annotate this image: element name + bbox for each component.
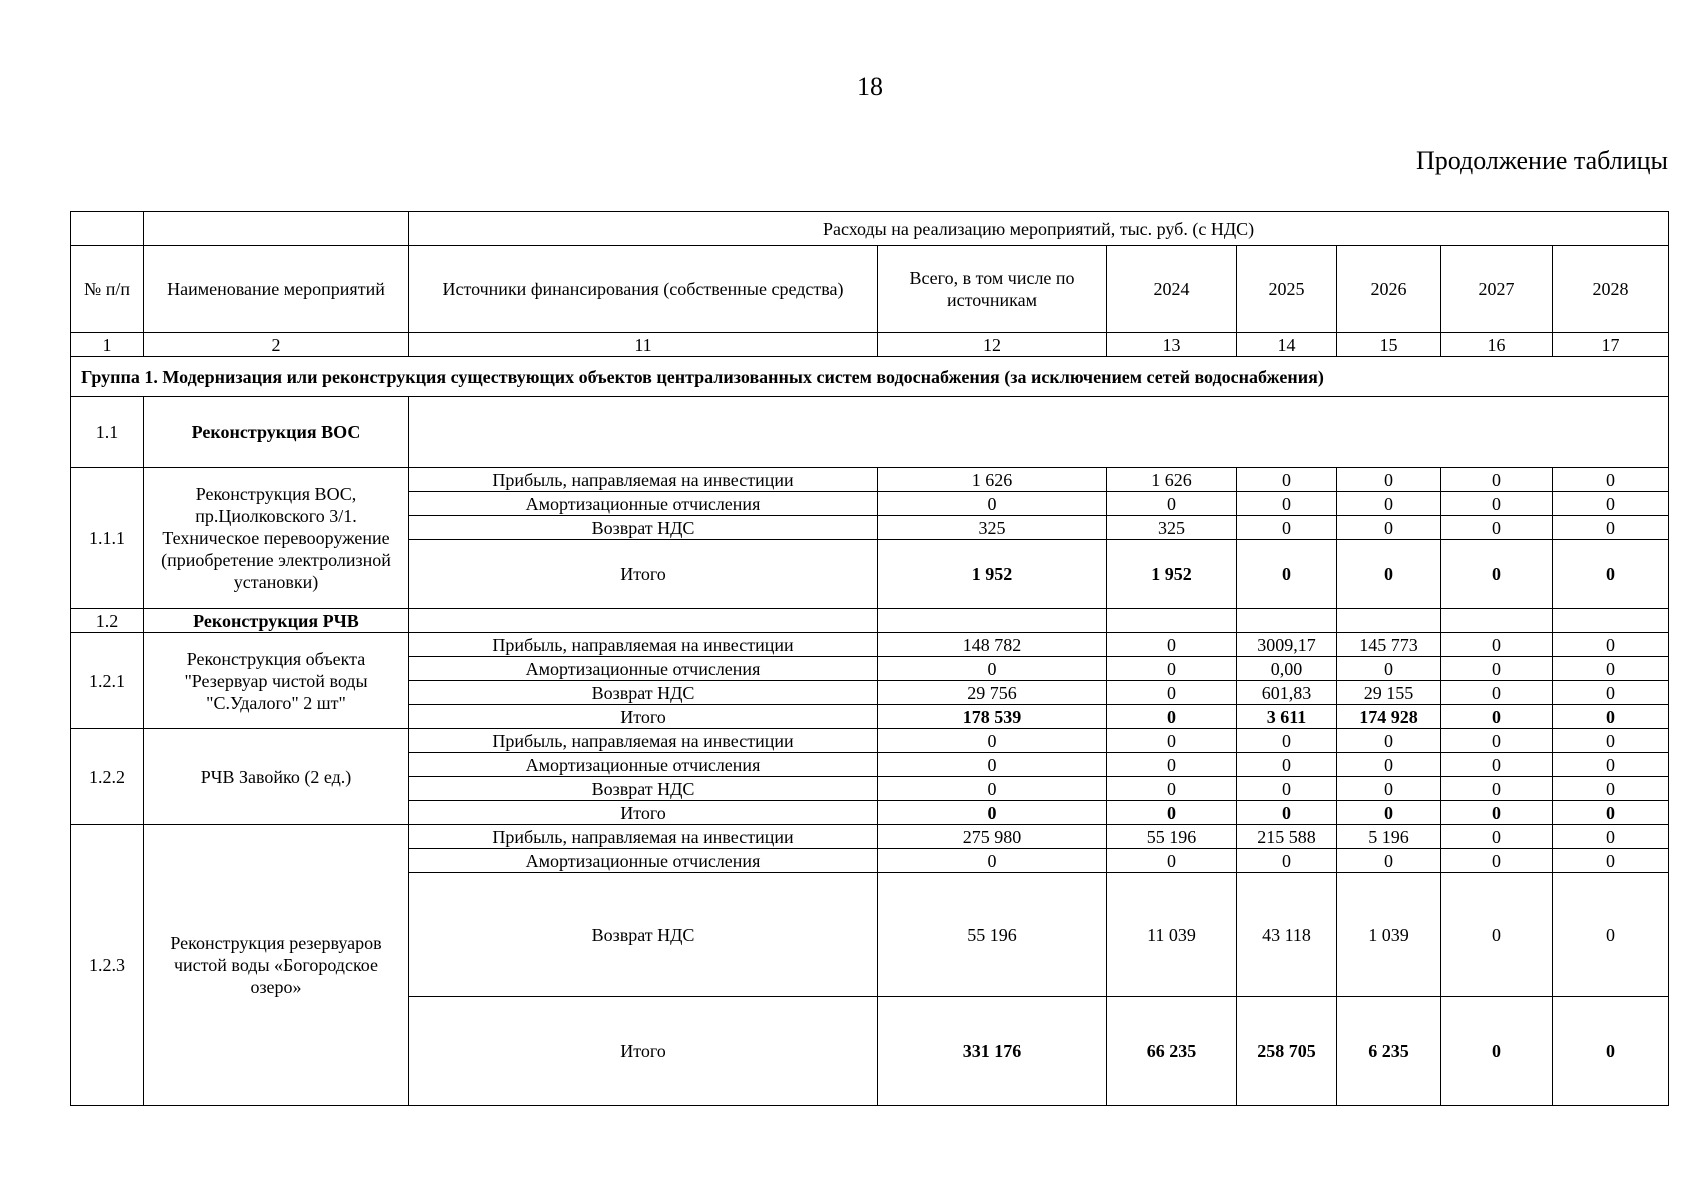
total-value-cell: 3 611 xyxy=(1237,705,1337,729)
value-cell: 0 xyxy=(1441,849,1553,873)
table-row xyxy=(71,633,1669,657)
empty-cell xyxy=(1237,609,1337,633)
section-row xyxy=(71,397,1669,468)
item-number: 1.2.2 xyxy=(71,729,144,825)
section-number: 1.2 xyxy=(71,609,144,633)
source-cell: Итого xyxy=(409,801,878,825)
value-cell: 55 196 xyxy=(1107,825,1237,849)
value-cell: 0 xyxy=(1337,468,1441,492)
year-column-header: 2026 xyxy=(1337,246,1441,333)
value-cell: 0 xyxy=(1337,492,1441,516)
continuation-label: Продолжение таблицы xyxy=(1416,146,1668,175)
empty-cell xyxy=(1553,609,1669,633)
header-empty-cell xyxy=(71,212,144,246)
total-value-cell: 0 xyxy=(1441,801,1553,825)
value-cell: 1 039 xyxy=(1337,873,1441,997)
total-value-cell: 0 xyxy=(1553,997,1669,1106)
value-cell: 0 xyxy=(1337,753,1441,777)
source-cell: Итого xyxy=(409,705,878,729)
total-value-cell: 0 xyxy=(1237,540,1337,609)
source-cell: Возврат НДС xyxy=(409,873,878,997)
total-value-cell: 0 xyxy=(1441,540,1553,609)
source-cell: Амортизационные отчисления xyxy=(409,753,878,777)
column-number: 1 xyxy=(71,333,144,357)
section-name: Реконструкция РЧВ xyxy=(144,609,409,633)
value-cell: 0 xyxy=(1441,468,1553,492)
value-cell: 145 773 xyxy=(1337,633,1441,657)
source-cell: Прибыль, направляемая на инвестиции xyxy=(409,825,878,849)
value-cell: 55 196 xyxy=(878,873,1107,997)
source-cell: Возврат НДС xyxy=(409,681,878,705)
item-number: 1.2.3 xyxy=(71,825,144,1106)
empty-cell xyxy=(1337,609,1441,633)
name-column-header: Наименование мероприятий xyxy=(144,246,409,333)
source-cell: Прибыль, направляемая на инвестиции xyxy=(409,729,878,753)
value-cell: 43 118 xyxy=(1237,873,1337,997)
value-cell: 0 xyxy=(1107,753,1237,777)
source-column-header: Источники финансирования (собственные средства) xyxy=(409,246,878,333)
value-cell: 0 xyxy=(1107,657,1237,681)
column-number: 2 xyxy=(144,333,409,357)
expenses-header: Расходы на реализацию мероприятий, тыс. руб. (с НДС) xyxy=(409,212,1669,246)
source-cell: Амортизационные отчисления xyxy=(409,849,878,873)
value-cell: 275 980 xyxy=(878,825,1107,849)
value-cell: 0 xyxy=(1553,849,1669,873)
value-cell: 29 756 xyxy=(878,681,1107,705)
value-cell: 0 xyxy=(1441,516,1553,540)
value-cell: 0 xyxy=(878,729,1107,753)
total-column-header: Всего, в том числе по источникам xyxy=(878,246,1107,333)
total-value-cell: 0 xyxy=(878,801,1107,825)
source-cell: Амортизационные отчисления xyxy=(409,657,878,681)
value-cell: 601,83 xyxy=(1237,681,1337,705)
value-cell: 0 xyxy=(1337,777,1441,801)
value-cell: 0 xyxy=(1441,492,1553,516)
total-value-cell: 1 952 xyxy=(878,540,1107,609)
group-title: Группа 1. Модернизация или реконструкция существующих объектов централизованных систем водоснабжения (за исключением сетей водоснабжения) xyxy=(71,357,1669,397)
value-cell: 148 782 xyxy=(878,633,1107,657)
value-cell: 0,00 xyxy=(1237,657,1337,681)
investment-table xyxy=(70,211,1669,1106)
value-cell: 215 588 xyxy=(1237,825,1337,849)
column-number: 16 xyxy=(1441,333,1553,357)
value-cell: 0 xyxy=(878,492,1107,516)
value-cell: 1 626 xyxy=(1107,468,1237,492)
value-cell: 1 626 xyxy=(878,468,1107,492)
value-cell: 0 xyxy=(1553,777,1669,801)
source-cell: Возврат НДС xyxy=(409,516,878,540)
section-number: 1.1 xyxy=(71,397,144,468)
value-cell: 0 xyxy=(1441,657,1553,681)
column-number: 11 xyxy=(409,333,878,357)
value-cell: 5 196 xyxy=(1337,825,1441,849)
column-number: 15 xyxy=(1337,333,1441,357)
column-number: 12 xyxy=(878,333,1107,357)
item-name: РЧВ Завойко (2 ед.) xyxy=(144,729,409,825)
total-value-cell: 178 539 xyxy=(878,705,1107,729)
value-cell: 325 xyxy=(878,516,1107,540)
value-cell: 0 xyxy=(1107,633,1237,657)
value-cell: 0 xyxy=(1441,873,1553,997)
value-cell: 0 xyxy=(1553,657,1669,681)
value-cell: 0 xyxy=(1553,681,1669,705)
year-column-header: 2024 xyxy=(1107,246,1237,333)
value-cell: 0 xyxy=(1553,825,1669,849)
value-cell: 0 xyxy=(1441,825,1553,849)
value-cell: 0 xyxy=(1107,729,1237,753)
total-value-cell: 331 176 xyxy=(878,997,1107,1106)
total-value-cell: 1 952 xyxy=(1107,540,1237,609)
value-cell: 0 xyxy=(1107,849,1237,873)
source-cell: Прибыль, направляемая на инвестиции xyxy=(409,633,878,657)
value-cell: 0 xyxy=(1237,777,1337,801)
column-number: 14 xyxy=(1237,333,1337,357)
value-cell: 0 xyxy=(1107,681,1237,705)
value-cell: 0 xyxy=(1237,516,1337,540)
value-cell: 0 xyxy=(1553,633,1669,657)
item-name: Реконструкция ВОС, пр.Циолковского 3/1. Техническое перевооружение (приобретение электролизной установки) xyxy=(144,468,409,609)
value-cell: 0 xyxy=(878,753,1107,777)
number-column-header: № п/п xyxy=(71,246,144,333)
total-value-cell: 174 928 xyxy=(1337,705,1441,729)
value-cell: 0 xyxy=(1553,468,1669,492)
value-cell: 3009,17 xyxy=(1237,633,1337,657)
value-cell: 0 xyxy=(1441,633,1553,657)
item-number: 1.2.1 xyxy=(71,633,144,729)
page-number: 18 xyxy=(857,72,883,101)
value-cell: 0 xyxy=(1553,873,1669,997)
value-cell: 0 xyxy=(1337,516,1441,540)
group-row xyxy=(71,357,1669,397)
header-empty-cell xyxy=(144,212,409,246)
empty-cell xyxy=(1107,609,1237,633)
value-cell: 0 xyxy=(878,657,1107,681)
value-cell: 0 xyxy=(1337,849,1441,873)
total-value-cell: 0 xyxy=(1553,705,1669,729)
year-column-header: 2027 xyxy=(1441,246,1553,333)
value-cell: 0 xyxy=(878,777,1107,801)
column-number: 13 xyxy=(1107,333,1237,357)
source-cell: Амортизационные отчисления xyxy=(409,492,878,516)
value-cell: 0 xyxy=(1553,729,1669,753)
column-number: 17 xyxy=(1553,333,1669,357)
value-cell: 325 xyxy=(1107,516,1237,540)
source-cell: Итого xyxy=(409,540,878,609)
value-cell: 0 xyxy=(1441,681,1553,705)
header-row-columns xyxy=(71,246,1669,333)
value-cell: 11 039 xyxy=(1107,873,1237,997)
value-cell: 0 xyxy=(1237,729,1337,753)
value-cell: 0 xyxy=(1553,753,1669,777)
total-value-cell: 0 xyxy=(1441,997,1553,1106)
total-value-cell: 0 xyxy=(1337,540,1441,609)
value-cell: 0 xyxy=(1441,753,1553,777)
column-number-row xyxy=(71,333,1669,357)
value-cell: 0 xyxy=(1441,729,1553,753)
value-cell: 0 xyxy=(1237,849,1337,873)
empty-cell xyxy=(878,609,1107,633)
table-row xyxy=(71,729,1669,753)
total-value-cell: 6 235 xyxy=(1337,997,1441,1106)
value-cell: 0 xyxy=(1553,516,1669,540)
year-column-header: 2028 xyxy=(1553,246,1669,333)
item-name: Реконструкция резервуаров чистой воды «Богородское озеро» xyxy=(144,825,409,1106)
section-row xyxy=(71,609,1669,633)
value-cell: 0 xyxy=(1441,777,1553,801)
total-value-cell: 0 xyxy=(1337,801,1441,825)
value-cell: 29 155 xyxy=(1337,681,1441,705)
section-empty-cell xyxy=(409,397,1669,468)
source-cell: Возврат НДС xyxy=(409,777,878,801)
table-row xyxy=(71,468,1669,492)
value-cell: 0 xyxy=(1107,777,1237,801)
year-column-header: 2025 xyxy=(1237,246,1337,333)
header-row-expenses xyxy=(71,212,1669,246)
total-value-cell: 258 705 xyxy=(1237,997,1337,1106)
source-cell: Прибыль, направляемая на инвестиции xyxy=(409,468,878,492)
total-value-cell: 0 xyxy=(1553,540,1669,609)
section-name: Реконструкция ВОС xyxy=(144,397,409,468)
total-value-cell: 0 xyxy=(1441,705,1553,729)
value-cell: 0 xyxy=(1237,492,1337,516)
value-cell: 0 xyxy=(1237,468,1337,492)
value-cell: 0 xyxy=(1237,753,1337,777)
total-value-cell: 0 xyxy=(1237,801,1337,825)
value-cell: 0 xyxy=(1337,657,1441,681)
total-value-cell: 0 xyxy=(1107,801,1237,825)
value-cell: 0 xyxy=(1107,492,1237,516)
total-value-cell: 0 xyxy=(1107,705,1237,729)
source-cell: Итого xyxy=(409,997,878,1106)
empty-cell xyxy=(1441,609,1553,633)
value-cell: 0 xyxy=(878,849,1107,873)
value-cell: 0 xyxy=(1553,492,1669,516)
total-value-cell: 66 235 xyxy=(1107,997,1237,1106)
item-name: Реконструкция объекта "Резервуар чистой воды "С.Удалого" 2 шт" xyxy=(144,633,409,729)
table-row xyxy=(71,825,1669,849)
empty-cell xyxy=(409,609,878,633)
total-value-cell: 0 xyxy=(1553,801,1669,825)
value-cell: 0 xyxy=(1337,729,1441,753)
item-number: 1.1.1 xyxy=(71,468,144,609)
